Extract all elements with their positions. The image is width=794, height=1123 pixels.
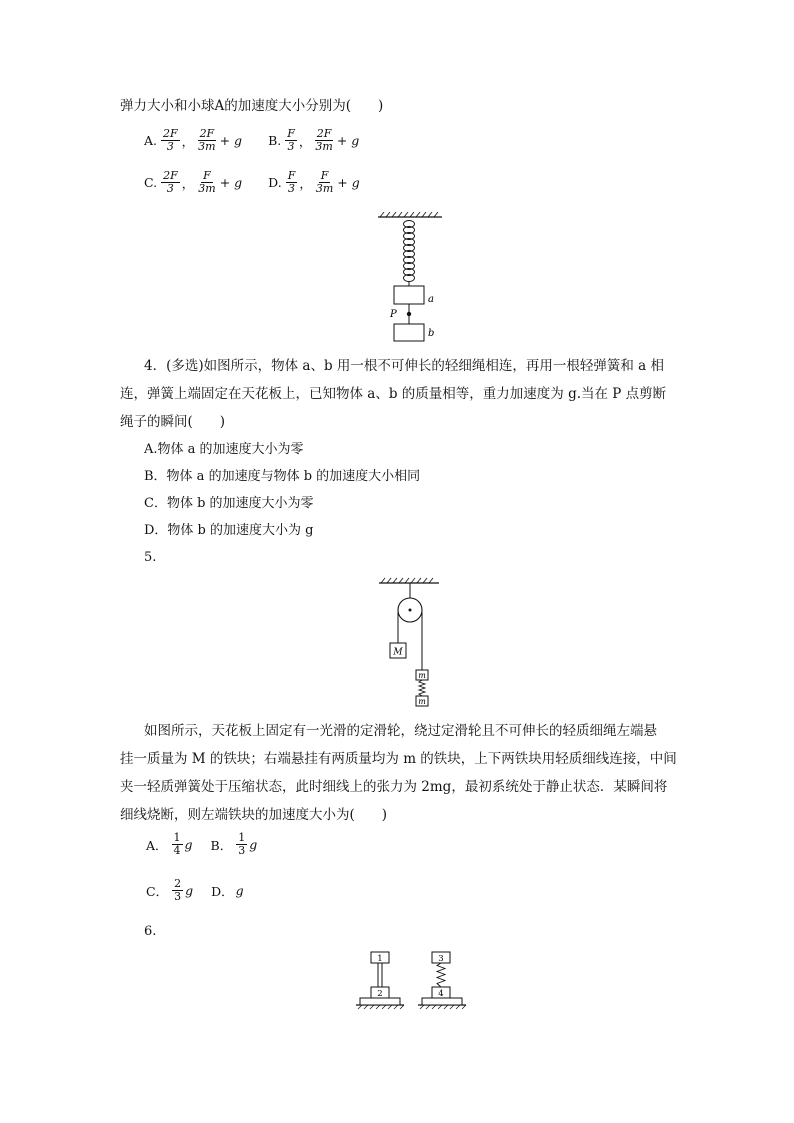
frac-den: 3 [288,182,296,195]
label-1: 1 [377,954,383,964]
frac-den: 3m [315,182,334,195]
frac-den: 3 [166,182,174,195]
q5-option-b-frac [236,832,247,857]
frac-den: 3 [238,844,246,857]
block-a [394,286,424,304]
label-a: a [428,294,434,305]
q3-options-row-2 [144,170,360,195]
q3-sep: ， [298,133,312,149]
ceiling-hatch [381,578,433,583]
frac-num: 2F [163,169,178,182]
q5-options-row-1 [146,832,257,857]
q3-tail-text: 弹力大小和小球A的加速度大小分别为( ) [120,98,384,114]
q3-options-row-1 [144,128,359,153]
spring-coils [404,221,415,282]
label-3: 3 [438,954,444,964]
frac-num: F [320,169,329,182]
frac-num: 2F [316,127,332,140]
q5-option-a-label: A． [146,837,168,853]
q3-option-c-add: + g [219,175,243,190]
frac-num: 2F [199,127,215,140]
q3-option-d-add: + g [337,175,360,190]
frac-num: F [287,127,295,140]
q4-option-d: D．物体 b 的加速度大小为 g [144,523,314,538]
q3-option-a-label: A. [144,133,158,148]
label-m-bottom: m [418,697,426,706]
q3-option-a-frac1 [161,128,180,153]
plate-right [422,998,462,1005]
block-b [394,324,424,341]
figure-pulley [375,576,445,711]
label-M: M [393,647,403,658]
q5-option-c-frac [172,878,183,903]
q3-option-b-frac2 [313,128,334,153]
q5-option-a-suffix: g [184,837,193,852]
label-4: 4 [438,989,444,999]
label-p: P [390,309,397,320]
q3-option-d-frac2 [314,170,335,195]
frac-num: F [287,169,296,182]
q5-option-b-label: B． [210,837,233,853]
frac-den: 4 [173,844,181,857]
q5-number: 5. [144,550,157,565]
q5-option-c-suffix: g [185,883,194,898]
plate-left [360,998,400,1005]
q5-option-d-label: D． [211,883,234,899]
q3-sep: ， [181,175,195,191]
q3-option-b-add: + g [336,133,360,148]
q3-option-a-add: + g [219,133,243,148]
q5-options-row-2 [146,878,244,903]
spring-3-4 [437,963,445,987]
compressed-spring [419,680,425,696]
q3-option-c-frac2 [196,170,217,195]
q4-option-b: B．物体 a 的加速度与物体 b 的加速度大小相同 [144,469,421,484]
q3-option-c-label: C. [144,175,158,190]
frac-num: 1 [238,831,246,844]
q3-option-b-frac1 [285,128,297,153]
q6-number: 6. [144,924,157,939]
frac-num: 2 [174,877,182,890]
label-m-top: m [418,671,426,680]
ceiling-hatch [380,212,438,217]
q5-line-4: 细线烧断，则左端铁块的加速度大小为( ) [120,807,388,823]
figure-blocks-1-4 [352,948,472,1010]
q3-sep: ， [299,175,312,191]
q5-option-c-label: C． [146,883,169,899]
frac-den: 3m [315,140,333,153]
frac-num: 2F [163,127,178,140]
frac-den: 3 [287,140,295,153]
frac-den: 3m [198,182,216,195]
q5-line-1: 如图所示，天花板上固定有一光滑的定滑轮，绕过定滑轮且不可伸长的轻质细绳左端悬 [144,723,657,739]
q4-line-1: 4．(多选)如图所示，物体 a、b 用一根不可伸长的轻细绳相连，再用一根轻弹簧和 a 相 [144,358,665,374]
frac-den: 3 [166,140,174,153]
q3-option-d-label: D. [268,175,282,190]
q3-option-a-frac2 [196,128,217,153]
q5-option-b-suffix: g [249,837,258,852]
q4-option-a: A.物体 a 的加速度大小为零 [144,442,304,457]
q3-option-d-frac1 [286,170,298,195]
q5-option-a-frac [172,832,183,857]
point-p [407,312,411,316]
q4-option-c: C．物体 b 的加速度大小为零 [144,496,314,511]
frac-num: F [203,169,211,182]
figure-spring-blocks [370,212,460,342]
q3-sep: ， [181,133,195,149]
q5-line-3: 夹一轻质弹簧处于压缩状态，此时细线上的张力为 2mg，最初系统处于静止状态．某瞬间将 [120,779,668,795]
q5-line-2: 挂一质量为 M 的铁块；右端悬挂有两质量均为 m 的铁块，上下两铁块用轻质细线连接，中间 [120,751,677,767]
q4-line-3: 绳子的瞬间( ) [120,414,226,430]
pulley-axle [409,609,412,612]
q3-option-c-frac1 [161,170,180,195]
label-b: b [428,328,435,339]
q4-line-2: 连，弹簧上端固定在天花板上，已知物体 a、b 的质量相等，重力加速度为 g.当在 P 点剪断 [120,386,667,402]
q3-option-b-label: B. [268,133,282,148]
frac-den: 3m [198,140,216,153]
frac-num: 1 [173,831,181,844]
q5-option-d-text: g [235,883,244,898]
label-2: 2 [377,989,383,999]
frac-den: 3 [174,890,182,903]
